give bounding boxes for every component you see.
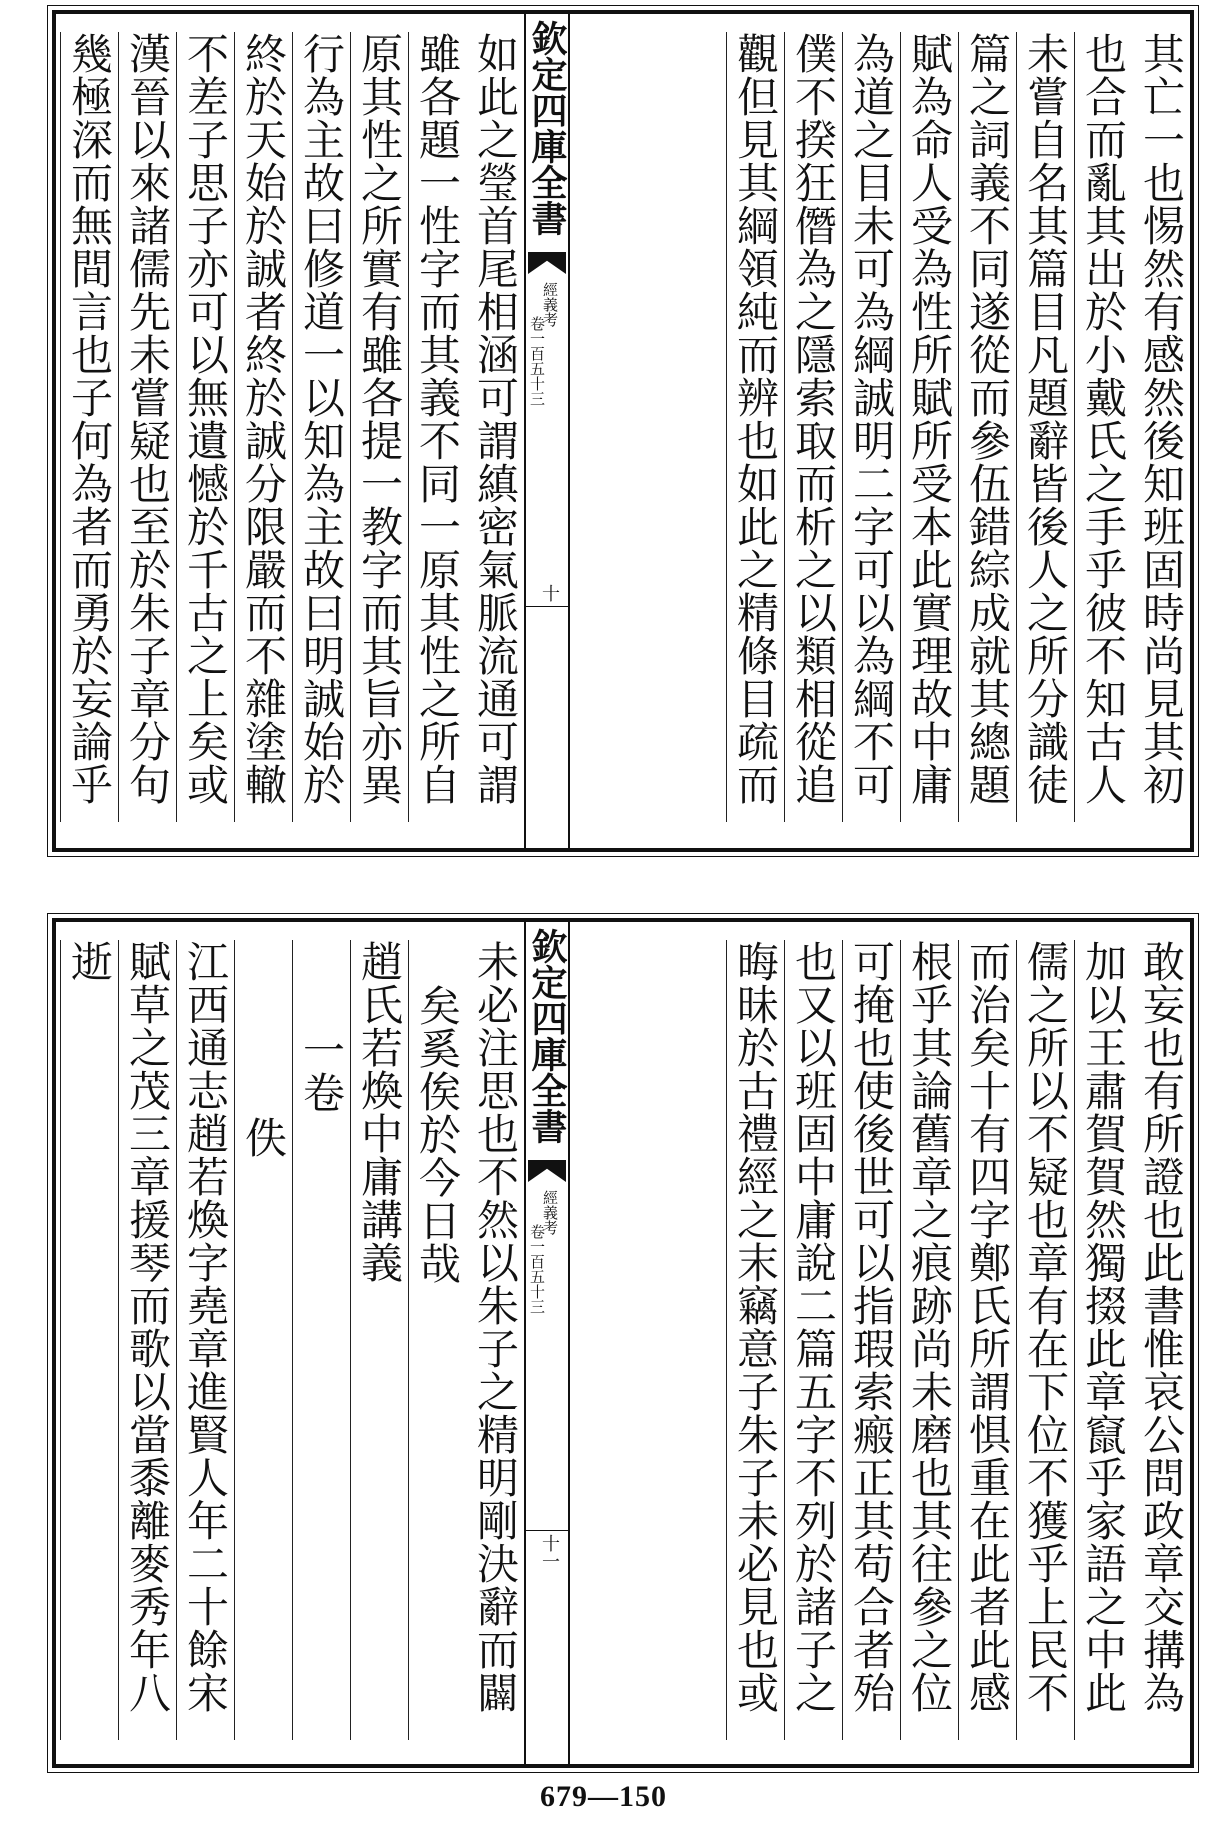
- fish-tail-mark: [528, 252, 566, 274]
- volume-number: 卷一百五十三: [528, 1224, 546, 1314]
- leaf-rule: [526, 606, 568, 607]
- text-column: 僕不揆狂僭為之隱索取而析之以類相從追: [784, 32, 842, 822]
- text-column: 其亡一也惕然有感然後知班固時尚見其初: [1137, 32, 1186, 806]
- section-title: 經義考: [541, 282, 559, 327]
- text-column: 可掩也使後世可以指瑕索瘢正其苟合者殆: [842, 940, 900, 1740]
- series-title: 欽定四庫全書: [526, 928, 568, 1144]
- text-column: 賦草之茂三章援琴而歌以當黍離麥秀年八: [118, 940, 176, 1740]
- block-center-gutter: [524, 922, 570, 1764]
- text-column: 漢晉以來諸儒先未嘗疑也至於朱子章分句: [118, 32, 176, 822]
- section-title: 經義考: [541, 1190, 559, 1235]
- text-column: 一卷: [292, 940, 350, 1740]
- text-column: 趙氏若煥中庸講義: [350, 940, 408, 1740]
- text-column: 矣奚俟於今日哉: [408, 940, 466, 1740]
- text-column: 晦昧於古禮經之末竊意子朱子未必見也或: [726, 940, 784, 1740]
- page-folio: 679—150: [540, 1780, 667, 1813]
- text-column: 敢妄也有所證也此書惟哀公問政章交搆為: [1137, 940, 1186, 1714]
- leaf-number: 十: [539, 584, 560, 602]
- text-column: 幾極深而無間言也子何為者而勇於妄論乎: [60, 32, 118, 822]
- text-column: 根乎其論舊章之痕跡尚未磨也其往參之位: [900, 940, 958, 1740]
- text-column: 儒之所以不疑也章有在下位不獲乎上民不: [1016, 940, 1074, 1740]
- text-column: 行為主故曰修道一以知為主故曰明誠始於: [292, 32, 350, 822]
- text-column: 逝: [60, 940, 118, 1740]
- text-column: 觀但見其綱領純而辨也如此之精條目疏而: [726, 32, 784, 822]
- page-bottom: [52, 918, 1194, 1768]
- text-column: 未嘗自名其篇目凡題辭皆後人之所分識徒: [1016, 32, 1074, 822]
- fish-tail-mark: [528, 1160, 566, 1182]
- text-column: 而治矣十有四字鄭氏所謂惧重在此者此感: [958, 940, 1016, 1740]
- block-center-gutter: [524, 14, 570, 848]
- leaf-rule: [526, 1530, 568, 1531]
- volume-number: 卷一百五十三: [528, 316, 546, 406]
- text-column: 也又以班固中庸說二篇五字不列於諸子之: [784, 940, 842, 1740]
- text-column: 江西通志趙若煥字堯章進賢人年二十餘宋: [176, 940, 234, 1740]
- leaf-number: 十一: [539, 1534, 560, 1570]
- text-column: 也合而亂其出於小戴氏之手乎彼不知古人: [1074, 32, 1132, 822]
- text-column: 不差子思子亦可以無遺憾於千古之上矣或: [176, 32, 234, 822]
- text-column: 未必注思也不然以朱子之精明剛決辭而闢: [471, 940, 520, 1714]
- text-column: 賦為命人受為性所賦所受本此實理故中庸: [900, 32, 958, 822]
- text-column: 加以王肅賀賀然獨掇此章竄乎家語之中此: [1074, 940, 1132, 1740]
- text-column: 佚: [234, 940, 292, 1740]
- text-column: 篇之詞義不同遂從而參伍錯綜成就其總題: [958, 32, 1016, 822]
- text-column: 如此之瑩首尾相涵可謂縝密氣脈流通可謂: [471, 32, 520, 806]
- text-column: 為道之目未可為綱誠明二字可以為綱不可: [842, 32, 900, 822]
- page-top: [52, 10, 1194, 852]
- series-title: 欽定四庫全書: [526, 20, 568, 236]
- text-column: 終於天始於誠者終於誠分限嚴而不雜塗轍: [234, 32, 292, 822]
- text-column: 原其性之所實有雖各提一教字而其旨亦異: [350, 32, 408, 822]
- text-column: 雖各題一性字而其義不同一原其性之所自: [408, 32, 466, 822]
